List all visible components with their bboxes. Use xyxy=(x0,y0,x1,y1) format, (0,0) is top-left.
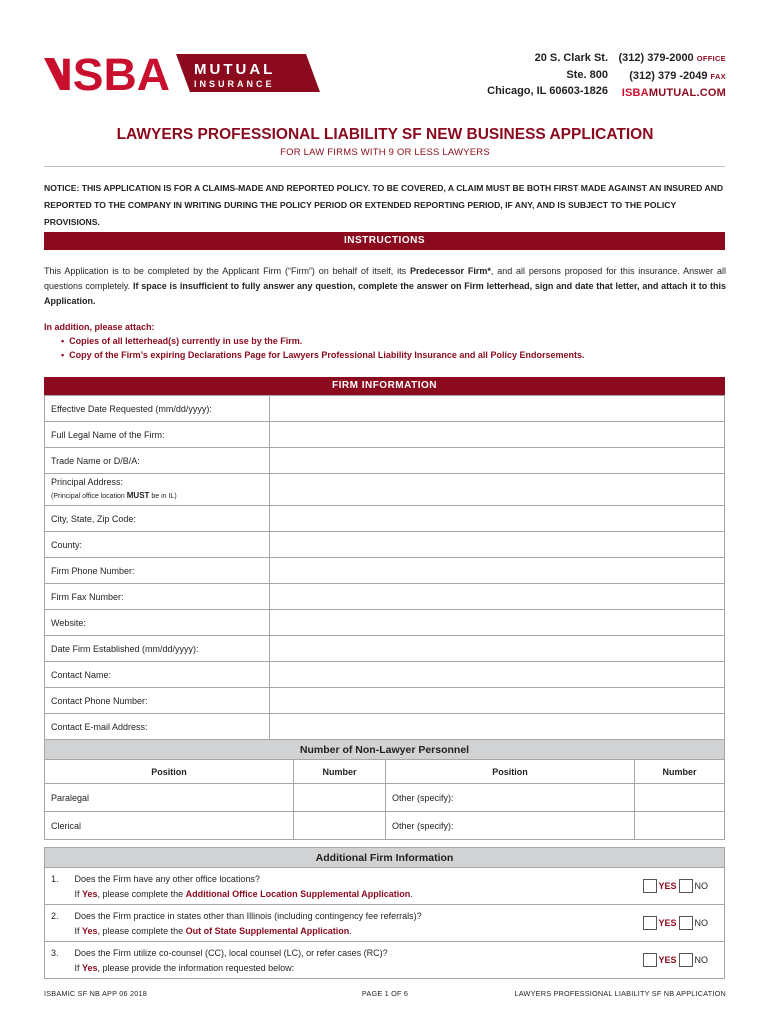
address-line-1: 20 S. Clark St. xyxy=(534,52,608,64)
yes-checkbox[interactable] xyxy=(643,879,657,893)
instructions-heading: INSTRUCTIONS xyxy=(44,232,725,250)
svg-text:ISBA: ISBA xyxy=(60,52,170,94)
instructions-text: This Application is to be completed by the Applicant Firm (“Firm”) on behalf of itself, its Predecessor Firm*, and all persons proposed for this insurance. Answer all questions completely. If space is insufficient to fully answer any question, complete the answer on Firm letterhead, sign and date that letter, and attach it to this Application. xyxy=(44,266,726,306)
mailing-address xyxy=(470,50,608,100)
question-text: Does the Firm utilize co-counsel (CC), local counsel (LC), or refer cases (RC)? If Yes, please provide the information requested below: xyxy=(69,942,637,979)
col-position: Position xyxy=(45,760,294,784)
question-text: Does the Firm practice in states other than Illinois (including contingency fee referrals)? If Yes, please complete the Out of State Supplemental Application. xyxy=(69,905,637,942)
legal-name-input[interactable] xyxy=(270,422,725,448)
position-label[interactable]: Other (specify): xyxy=(386,812,635,840)
website-input[interactable] xyxy=(270,610,725,636)
no-checkbox[interactable] xyxy=(679,879,693,893)
no-checkbox[interactable] xyxy=(679,953,693,967)
field-label: Trade Name or D/B/A: xyxy=(45,448,270,474)
clerical-number-input[interactable] xyxy=(294,812,386,840)
page-title: LAWYERS PROFESSIONAL LIABILITY SF NEW BUSINESS APPLICATION xyxy=(116,126,654,143)
field-label: Full Legal Name of the Firm: xyxy=(45,422,270,448)
firm-info-table xyxy=(44,395,725,740)
field-label: Effective Date Requested (mm/dd/yyyy): xyxy=(45,396,270,422)
contact-name-input[interactable] xyxy=(270,662,725,688)
field-label: City, State, Zip Code: xyxy=(45,506,270,532)
field-label: Contact Phone Number: xyxy=(45,688,270,714)
attach-heading: In addition, please attach: xyxy=(44,322,155,332)
question-text: Does the Firm have any other office locations? If Yes, please complete the Additional Office Location Supplemental Application. xyxy=(69,868,637,905)
fax-number: (312) 379 -2049 xyxy=(629,69,708,82)
no-checkbox[interactable] xyxy=(679,916,693,930)
col-position: Position xyxy=(386,760,635,784)
city-state-zip-input[interactable] xyxy=(270,506,725,532)
attach-item: • Copies of all letterhead(s) currently in use by the Firm. xyxy=(61,334,584,348)
attach-list xyxy=(44,320,584,362)
question-number: 2. xyxy=(45,905,69,942)
footer-doc-title: LAWYERS PROFESSIONAL LIABILITY SF NB APPLICATION xyxy=(514,989,726,998)
position-label: Paralegal xyxy=(45,784,294,812)
divider xyxy=(44,166,725,167)
principal-address-input[interactable] xyxy=(270,474,725,506)
personnel-heading: Number of Non-Lawyer Personnel xyxy=(45,740,725,760)
office-phone: (312) 379-2000 xyxy=(618,52,694,64)
county-input[interactable] xyxy=(270,532,725,558)
other-number-input[interactable] xyxy=(635,812,725,840)
fax-label: FAX xyxy=(710,71,726,81)
svg-text:INSURANCE: INSURANCE xyxy=(194,79,275,89)
additional-heading: Additional Firm Information xyxy=(45,848,725,868)
contact-phone-input[interactable] xyxy=(270,688,725,714)
svg-text:MUTUAL: MUTUAL xyxy=(194,61,276,78)
col-number: Number xyxy=(635,760,725,784)
office-label: OFFICE xyxy=(696,54,726,63)
firm-info-heading: FIRM INFORMATION xyxy=(44,377,725,395)
isba-logo xyxy=(44,52,320,94)
field-label: Website: xyxy=(45,610,270,636)
personnel-table xyxy=(44,739,725,840)
position-label[interactable]: Other (specify): xyxy=(386,784,635,812)
contact-email-input[interactable] xyxy=(270,714,725,740)
position-label: Clerical xyxy=(45,812,294,840)
yes-checkbox[interactable] xyxy=(643,916,657,930)
notice-text: NOTICE: THIS APPLICATION IS FOR A CLAIMS-MADE AND REPORTED POLICY. TO BE COVERED, A CLAIM MUST BE BOTH FIRST MADE AGAINST AN INSURED AND REPORTED TO THE COMPANY IN WRITING DURING THE POLICY PERIOD OR EXTENDED REPORTING PERIOD, IF ANY, AND IS SUBJECT TO THE POLICY PROVISIONS. xyxy=(44,183,724,227)
firm-phone-input[interactable] xyxy=(270,558,725,584)
trade-name-input[interactable] xyxy=(270,448,725,474)
field-label: Principal Address: (Principal office location MUST be in IL) xyxy=(45,474,270,506)
additional-info-table: Additional Firm Information 1. Does the Firm have any other office locations? If Yes, please complete the Additional Office Location Supplemental Application. YES NO 2. Does the Firm practice in states other than Illinois (including contingency fee referrals)? If Yes, please complete the Out of State Supplemental Application. YES NO 3. Does the Firm utilize co-counsel (CC), local counsel (LC), or refer cases (RC)? If Yes, please provide the information requested below: YES NO xyxy=(44,847,725,979)
footer-page-number: PAGE 1 OF 6 xyxy=(361,989,409,998)
footer-form-id: ISBAMIC SF NB APP 06 2018 xyxy=(44,989,148,998)
yes-checkbox[interactable] xyxy=(643,953,657,967)
field-label: County: xyxy=(45,532,270,558)
field-label: Contact Name: xyxy=(45,662,270,688)
firm-fax-input[interactable] xyxy=(270,584,725,610)
field-label: Firm Phone Number: xyxy=(45,558,270,584)
paralegal-number-input[interactable] xyxy=(294,784,386,812)
field-label: Date Firm Established (mm/dd/yyyy): xyxy=(45,636,270,662)
contact-info xyxy=(612,50,726,102)
address-line-2: Ste. 800 xyxy=(566,68,608,81)
page-subtitle: FOR LAW FIRMS WITH 9 OR LESS LAWYERS xyxy=(280,147,490,158)
field-label: Contact E-mail Address: xyxy=(45,714,270,740)
website-link[interactable]: ISBAMUTUAL.COM xyxy=(621,87,726,99)
date-established-input[interactable] xyxy=(270,636,725,662)
question-number: 3. xyxy=(45,942,69,979)
effective-date-input[interactable] xyxy=(270,396,725,422)
other-number-input[interactable] xyxy=(635,784,725,812)
field-label: Firm Fax Number: xyxy=(45,584,270,610)
col-number: Number xyxy=(294,760,386,784)
address-line-3: Chicago, IL 60603-1826 xyxy=(487,85,608,97)
attach-item: • Copy of the Firm’s expiring Declarations Page for Lawyers Professional Liability Insurance and all Policy Endorsements. xyxy=(61,348,584,362)
question-number: 1. xyxy=(45,868,69,905)
